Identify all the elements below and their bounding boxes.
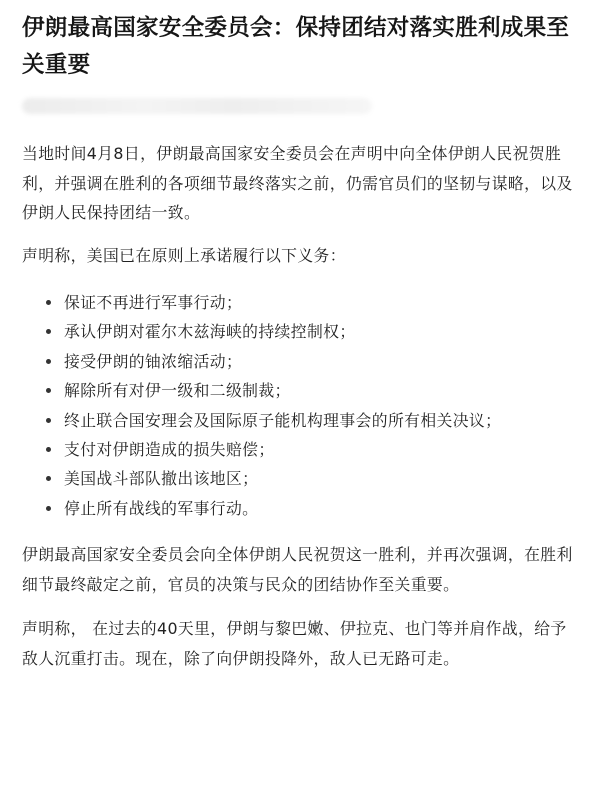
paragraph-congratulation: 伊朗最高国家安全委员会向全体伊朗人民祝贺这一胜利，并再次强调，在胜利细节最终敲定之前，官员的决策与民众的团结协作至关重要。 <box>22 545 573 594</box>
list-item <box>44 317 580 346</box>
list-item-text: 停止所有战线的军事行动。 <box>64 498 259 518</box>
list-item-text: 美国战斗部队撤出该地区； <box>64 469 259 489</box>
paragraph-statement-lead: 声明称，美国已在原则上承诺履行以下义务： <box>22 245 346 265</box>
list-item <box>44 288 580 317</box>
blurred-byline <box>22 98 372 114</box>
obligations-list <box>22 288 580 523</box>
list-item-text: 支付对伊朗造成的损失赔偿； <box>64 440 275 460</box>
list-item <box>44 347 580 376</box>
bullet-icon <box>46 329 51 334</box>
paragraph-closing: 声明称， 在过去的40天里，伊朗与黎巴嫩、伊拉克、也门等并肩作战，给予敌人沉重打击。现在，除了向伊朗投降外，敌人已无路可走。 <box>22 619 567 668</box>
bullet-icon <box>46 388 51 393</box>
paragraph-intro: 当地时间4月8日，伊朗最高国家安全委员会在声明中向全体伊朗人民祝贺胜利，并强调在胜利的各项细节最终落实之前，仍需官员们的坚韧与谋略，以及伊朗人民保持团结一致。 <box>22 144 573 222</box>
list-item-text: 终止联合国安理会及国际原子能机构理事会的所有相关决议； <box>64 410 502 430</box>
bullet-icon <box>46 300 51 305</box>
list-item <box>44 494 580 523</box>
bullet-icon <box>46 476 51 481</box>
list-item-text: 解除所有对伊一级和二级制裁； <box>64 381 291 401</box>
list-item <box>44 406 580 435</box>
list-item <box>44 376 580 405</box>
bullet-icon <box>46 359 51 364</box>
bullet-icon <box>46 506 51 511</box>
list-item-text: 承认伊朗对霍尔木兹海峡的持续控制权； <box>64 322 356 342</box>
list-item-text: 保证不再进行军事行动； <box>64 293 243 312</box>
bullet-icon <box>46 447 51 452</box>
bullet-icon <box>46 418 51 423</box>
list-item <box>44 464 580 493</box>
list-item <box>44 435 580 464</box>
list-item-text: 接受伊朗的铀浓缩活动； <box>64 351 243 371</box>
article-title: 伊朗最高国家安全委员会：保持团结对落实胜利成果至关重要 <box>22 15 570 78</box>
